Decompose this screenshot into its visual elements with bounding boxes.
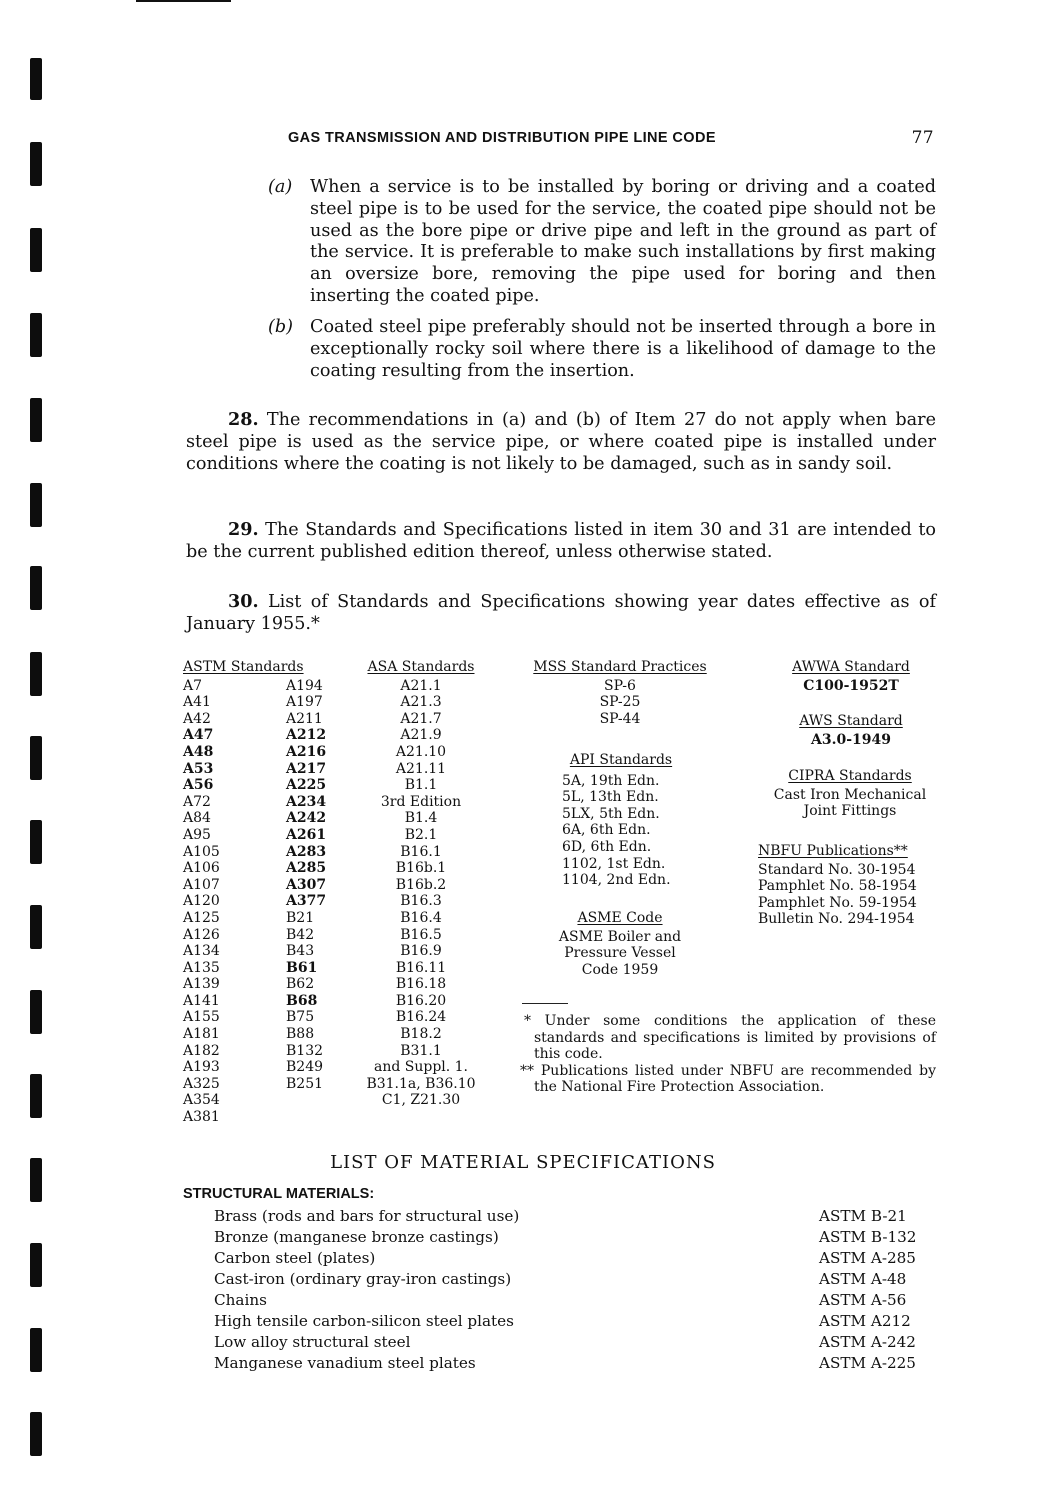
astm-item: B75 — [286, 1009, 315, 1026]
astm-item: A95 — [183, 826, 211, 843]
aws-item: A3.0-1949 — [811, 731, 891, 748]
item-30-paragraph — [186, 591, 936, 636]
api-item: 6D, 6th Edn. — [562, 838, 652, 855]
api-item: 1104, 2nd Edn. — [562, 872, 671, 889]
item-a — [268, 177, 936, 308]
header-title: GAS TRANSMISSION AND DISTRIBUTION PIPE LINE CODE — [288, 130, 716, 146]
astm-item: A139 — [183, 976, 220, 993]
material-row — [214, 1353, 934, 1374]
asa-item: B16b.1 — [395, 860, 447, 877]
mss-item: SP-6 — [604, 677, 636, 694]
api-list — [546, 773, 696, 889]
mss-standards — [514, 659, 726, 727]
asa-item: B16.3 — [400, 893, 442, 910]
asme-item: Pressure Vessel — [564, 945, 676, 962]
material-spec: ASTM A-242 — [819, 1333, 916, 1351]
astm-column-2 — [286, 678, 326, 1093]
astm-item: B21 — [286, 909, 315, 926]
cipra-item: Joint Fittings — [803, 803, 897, 820]
api-standards — [546, 752, 696, 889]
astm-item: A216 — [286, 743, 327, 760]
material-spec: ASTM A-48 — [819, 1270, 907, 1288]
astm-item: A181 — [183, 1026, 220, 1043]
binding-hole — [30, 905, 42, 949]
nbfu-item: Bulletin No. 294-1954 — [758, 911, 915, 928]
mss-item: SP-44 — [599, 710, 641, 727]
asme-list — [530, 929, 710, 979]
material-name: Low alloy structural steel — [214, 1333, 411, 1351]
binding-hole — [30, 313, 42, 357]
asa-list — [356, 678, 486, 1109]
awwa-heading: AWWA Standard — [792, 659, 910, 675]
material-spec: ASTM A212 — [819, 1312, 911, 1330]
astm-item: A377 — [286, 893, 327, 910]
materials-title: LIST OF MATERIAL SPECIFICATIONS — [330, 1152, 716, 1173]
astm-item: A41 — [183, 694, 211, 711]
asa-item: B16.5 — [400, 926, 442, 943]
materials-list — [214, 1206, 934, 1374]
astm-item: A48 — [183, 743, 214, 760]
binding-hole — [30, 652, 42, 696]
cipra-standards — [750, 768, 950, 820]
material-name: Bronze (manganese bronze castings) — [214, 1228, 499, 1246]
awwa-item: C100-1952T — [803, 677, 899, 694]
running-header — [288, 130, 938, 146]
astm-item: A194 — [286, 677, 323, 694]
asme-item: ASME Boiler and — [558, 928, 682, 945]
cipra-heading: CIPRA Standards — [788, 768, 912, 784]
asa-item: C1, Z21.30 — [381, 1092, 461, 1109]
item-29-paragraph — [186, 519, 936, 564]
item-28 — [186, 409, 936, 475]
awwa-standard — [764, 659, 938, 694]
astm-item: A53 — [183, 760, 214, 777]
astm-item: A126 — [183, 926, 220, 943]
binding-hole — [30, 1074, 42, 1118]
asa-item: 3rd Edition — [380, 793, 462, 810]
asme-item: Code 1959 — [581, 961, 659, 978]
api-heading: API Standards — [569, 752, 673, 768]
astm-item: A212 — [286, 727, 327, 744]
astm-item: B42 — [286, 926, 315, 943]
asa-heading: ASA Standards — [367, 659, 475, 675]
astm-item: B43 — [286, 943, 315, 960]
asa-item: B2.1 — [404, 826, 438, 843]
item-30-number: 30. — [228, 591, 259, 612]
asa-item: B16.18 — [395, 976, 447, 993]
astm-item: B88 — [286, 1026, 315, 1043]
item-a-text: When a service is to be installed by boring or driving and a coated steel pipe is to be used for the service, the coated pipe should not be used as the bore pipe or drive pipe and left in the ground as part of the service. It is preferable to make such installations by first making an oversize bore, removing the pipe used for boring and then inserting the coated pipe. — [310, 177, 936, 306]
astm-item: A47 — [183, 727, 214, 744]
astm-item: A182 — [183, 1042, 220, 1059]
footnote-2: ** Publications listed under NBFU are recommended by the National Fire Protection Association. — [520, 1062, 936, 1096]
api-item: 5L, 13th Edn. — [562, 789, 659, 806]
item-29-number: 29. — [228, 519, 259, 540]
astm-item: A283 — [286, 843, 327, 860]
astm-item: A141 — [183, 992, 220, 1009]
astm-item: A7 — [183, 677, 203, 694]
mss-list — [514, 678, 726, 728]
mss-heading: MSS Standard Practices — [533, 659, 707, 675]
astm-item: B68 — [286, 992, 318, 1009]
material-spec: ASTM B-132 — [819, 1228, 917, 1246]
astm-item: B61 — [286, 959, 318, 976]
cipra-item: Cast Iron Mechanical — [773, 786, 927, 803]
material-spec: ASTM A-285 — [819, 1249, 916, 1267]
astm-item: A84 — [183, 810, 211, 827]
astm-item: A120 — [183, 893, 220, 910]
binding-hole — [30, 1412, 42, 1456]
aws-standard — [764, 713, 938, 748]
asa-item: A21.9 — [400, 727, 442, 744]
item-29 — [186, 519, 936, 564]
material-name: Manganese vanadium steel plates — [214, 1354, 476, 1372]
item-28-paragraph — [186, 409, 936, 475]
item-29-text: The Standards and Specifications listed in item 30 and 31 are intended to be the current published edition thereof, unless otherwise stated. — [186, 520, 937, 562]
asa-item: B1.1 — [404, 777, 438, 794]
astm-item: B132 — [286, 1042, 324, 1059]
asa-item: B31.1 — [400, 1042, 442, 1059]
item-b-text: Coated steel pipe preferably should not be inserted through a bore in exceptionally rocky soil where there is a likelihood of damage to the coating resulting from the insertion. — [310, 317, 936, 381]
astm-heading: ASTM Standards — [183, 659, 304, 675]
asa-item: B16.20 — [395, 992, 447, 1009]
nbfu-publications — [758, 843, 943, 928]
footnotes — [520, 1013, 936, 1096]
astm-item: A107 — [183, 876, 220, 893]
asa-item: B16.1 — [400, 843, 442, 860]
astm-item: A325 — [183, 1075, 220, 1092]
material-spec: ASTM A-56 — [819, 1291, 907, 1309]
material-spec: ASTM B-21 — [819, 1207, 907, 1225]
asa-standards — [356, 659, 486, 1109]
material-row — [214, 1269, 934, 1290]
binding-hole — [30, 228, 42, 272]
top-rule — [136, 0, 231, 2]
binding-hole — [30, 1328, 42, 1372]
asa-item: B16.4 — [400, 909, 442, 926]
astm-item: A354 — [183, 1092, 220, 1109]
api-item: 1102, 1st Edn. — [562, 855, 666, 872]
item-30-text: List of Standards and Specifications showing year dates effective as of January 1955.* — [186, 592, 936, 634]
asa-item: B16.11 — [395, 959, 447, 976]
asme-code — [530, 910, 710, 978]
awwa-list — [764, 678, 938, 695]
binding-hole — [30, 820, 42, 864]
astm-column-1 — [183, 678, 220, 1126]
material-name: Carbon steel (plates) — [214, 1249, 376, 1267]
material-row — [214, 1332, 934, 1353]
mss-item: SP-25 — [599, 694, 641, 711]
material-name: Cast-iron (ordinary gray-iron castings) — [214, 1270, 512, 1288]
astm-item: A217 — [286, 760, 327, 777]
astm-item: B62 — [286, 976, 315, 993]
asa-item: B16.24 — [395, 1009, 447, 1026]
binding-hole — [30, 398, 42, 442]
item-b-marker: (b) — [268, 317, 293, 337]
asa-item: A21.11 — [395, 760, 447, 777]
footnote-1: * Under some conditions the application of these standards and specifications is limited by provisions of this code. — [524, 1013, 936, 1063]
nbfu-item: Pamphlet No. 59-1954 — [758, 894, 917, 911]
astm-item: A261 — [286, 826, 327, 843]
material-row — [214, 1248, 934, 1269]
astm-item: A197 — [286, 694, 323, 711]
astm-item: A225 — [286, 777, 327, 794]
cipra-list — [750, 787, 950, 820]
material-name: High tensile carbon-silicon steel plates — [214, 1312, 514, 1330]
nbfu-list — [758, 862, 943, 928]
item-b — [268, 317, 936, 382]
binding-hole — [30, 736, 42, 780]
astm-item: A234 — [286, 793, 327, 810]
asa-item: B1.4 — [404, 810, 438, 827]
astm-item: A381 — [183, 1109, 220, 1126]
binding-hole — [30, 142, 42, 186]
material-row — [214, 1206, 934, 1227]
astm-item: A134 — [183, 943, 220, 960]
astm-item: A155 — [183, 1009, 220, 1026]
astm-item: A56 — [183, 777, 214, 794]
page-number: 77 — [911, 128, 934, 148]
api-item: 5A, 19th Edn. — [562, 772, 660, 789]
asa-item: A21.10 — [395, 743, 447, 760]
item-28-number: 28. — [228, 409, 259, 430]
asa-item: A21.3 — [400, 694, 442, 711]
material-spec: ASTM A-225 — [819, 1354, 916, 1372]
asa-item: B31.1a, B36.10 — [366, 1075, 476, 1092]
nbfu-item: Standard No. 30-1954 — [758, 861, 916, 878]
item-a-marker: (a) — [268, 177, 293, 197]
aws-heading: AWS Standard — [799, 713, 903, 729]
astm-item: A193 — [183, 1059, 220, 1076]
binding-hole — [30, 566, 42, 610]
nbfu-item: Pamphlet No. 58-1954 — [758, 878, 917, 895]
asa-item: and Suppl. 1. — [373, 1059, 469, 1076]
astm-item: A242 — [286, 810, 327, 827]
asme-heading: ASME Code — [577, 910, 663, 926]
astm-item: B251 — [286, 1075, 324, 1092]
material-row — [214, 1227, 934, 1248]
aws-list — [764, 732, 938, 749]
binding-hole — [30, 990, 42, 1034]
astm-item: A307 — [286, 876, 327, 893]
material-name: Brass (rods and bars for structural use) — [214, 1207, 520, 1225]
material-row — [214, 1311, 934, 1332]
asa-item: A21.7 — [400, 710, 442, 727]
asa-item: B16.9 — [400, 943, 442, 960]
asa-item: B18.2 — [400, 1026, 442, 1043]
api-item: 6A, 6th Edn. — [562, 822, 651, 839]
astm-item: A106 — [183, 860, 220, 877]
binding-hole — [30, 1243, 42, 1287]
item-30 — [186, 591, 936, 636]
materials-subtitle: STRUCTURAL MATERIALS: — [183, 1186, 375, 1202]
astm-item: A72 — [183, 793, 211, 810]
item-28-text: The recommendations in (a) and (b) of Item 27 do not apply when bare steel pipe is used as the service pipe, or where coated pipe is installed under conditions where the coating is not likely to be damaged, such as in sandy soil. — [186, 410, 936, 474]
astm-standards — [183, 659, 328, 1126]
binding-hole — [30, 483, 42, 527]
asa-item: B16b.2 — [395, 876, 447, 893]
astm-item: B249 — [286, 1059, 324, 1076]
material-row — [214, 1290, 934, 1311]
astm-item: A105 — [183, 843, 220, 860]
nbfu-heading: NBFU Publications** — [758, 843, 908, 859]
astm-item: A125 — [183, 909, 220, 926]
footnote-rule — [522, 1003, 568, 1004]
api-item: 5LX, 5th Edn. — [562, 805, 660, 822]
material-name: Chains — [214, 1291, 267, 1309]
astm-item: A285 — [286, 860, 327, 877]
asa-item: A21.1 — [400, 677, 442, 694]
astm-item: A211 — [286, 710, 323, 727]
binding-hole — [30, 58, 42, 100]
astm-item: A42 — [183, 710, 211, 727]
astm-item: A135 — [183, 959, 220, 976]
